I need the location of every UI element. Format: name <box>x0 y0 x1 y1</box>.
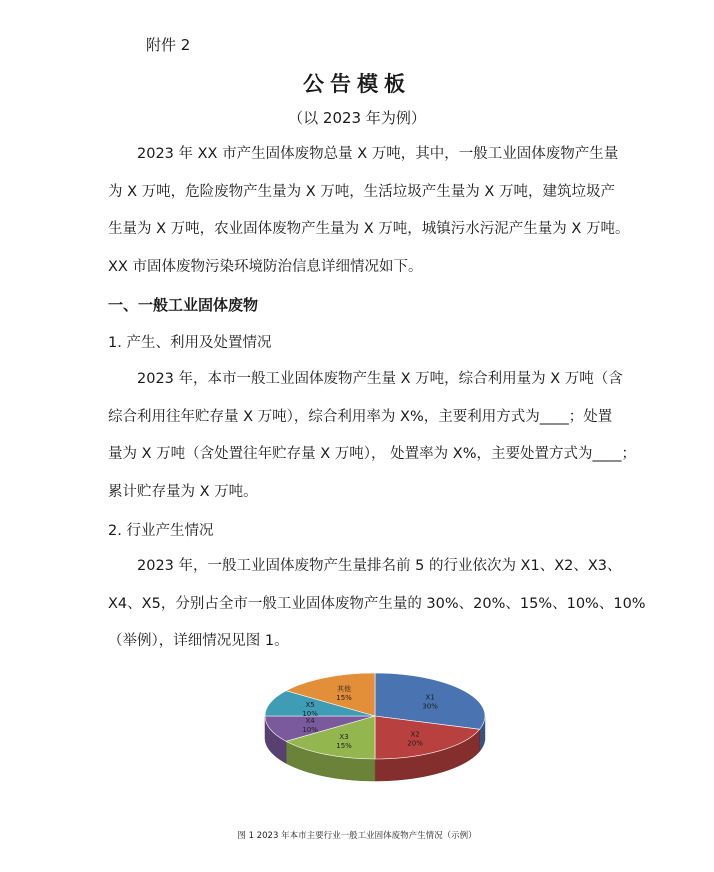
text-line: X4、X5，分别占全市一般工业固体废物产生量的 30%、20%、15%、10%、10% <box>108 595 646 612</box>
page-title: 公告模板 <box>303 72 411 96</box>
pie-label-value: 15% <box>336 741 352 750</box>
pie-label-name: X3 <box>339 732 349 741</box>
pie-label-value: 30% <box>422 702 438 711</box>
text-line: 综合利用往年贮存量 X 万吨），综合利用率为 X%，主要利用方式为____；处置 <box>108 408 613 425</box>
text-line: 为 X 万吨，危险废物产生量为 X 万吨，生活垃圾产生量为 X 万吨，建筑垃圾产 <box>108 183 615 200</box>
intro-paragraph <box>108 136 630 286</box>
pie-label-name: 其他 <box>337 685 352 694</box>
pie-label-name: X2 <box>410 730 420 739</box>
pie-label-value: 10% <box>302 726 318 735</box>
subsection-heading: 2. 行业产生情况 <box>108 523 214 539</box>
text-line: 生量为 X 万吨，农业固体废物产生量为 X 万吨，城镇污水污泥产生量为 X 万吨。 <box>108 221 630 237</box>
pie-label-value: 20% <box>407 739 423 748</box>
industry-paragraph <box>108 548 646 661</box>
pie-label-name: X4 <box>305 717 315 726</box>
pie-chart <box>236 664 606 804</box>
section-heading: 一、一般工业固体废物 <box>108 296 259 314</box>
text-line: 2023 年，本市一般工业固体废物产生量 X 万吨，综合利用量为 X 万吨（含 <box>137 371 623 387</box>
pie-chart-svg <box>236 664 606 804</box>
pie-label-name: X1 <box>425 693 435 702</box>
page-subtitle: （以 2023 年为例） <box>288 109 426 127</box>
text-line: XX 市固体废物污染环境防治信息详细情况如下。 <box>108 258 423 275</box>
subsection-heading: 1. 产生、利用及处置情况 <box>108 335 272 351</box>
disposal-paragraph <box>108 361 636 511</box>
text-line: 量为 X 万吨（含处置往年贮存量 X 万吨）， 处置率为 X%，主要处置方式为____； <box>108 446 636 462</box>
pie-label-name: X5 <box>305 700 315 709</box>
text-line: （举例），详细情况见图 1。 <box>108 633 289 649</box>
attachment-label: 附件 2 <box>146 36 191 54</box>
figure-caption: 图 1 2023 年本市主要行业一般工业固体废物产生情况（示例） <box>237 831 477 841</box>
text-line: 2023 年 XX 市产生固体废物总量 X 万吨，其中，一般工业固体废物产生量 <box>137 146 619 162</box>
text-line: 累计贮存量为 X 万吨。 <box>108 483 258 500</box>
pie-label-value: 15% <box>336 694 352 703</box>
text-line: 2023 年，一般工业固体废物产生量排名前 5 的行业依次为 X1、X2、X3、 <box>137 558 622 574</box>
pie-label-value: 10% <box>302 709 318 718</box>
